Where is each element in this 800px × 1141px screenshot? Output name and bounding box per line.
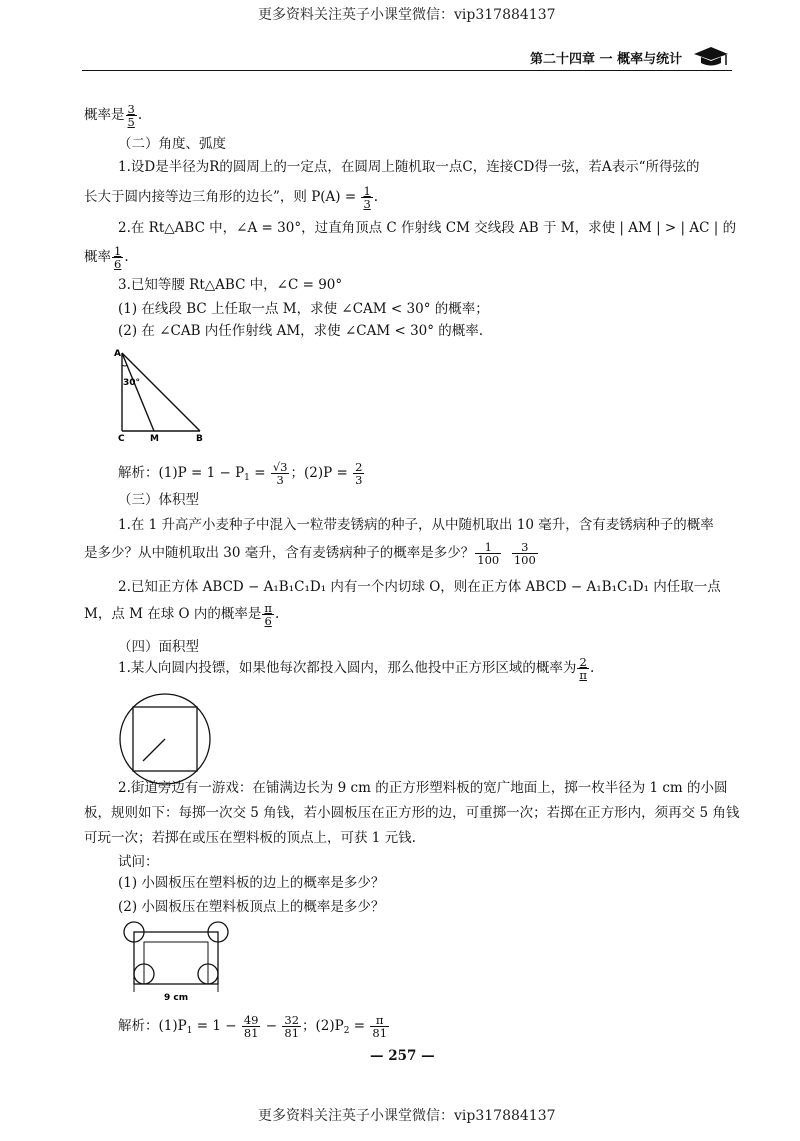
prev-answer: 概率是 $\frac{3}{5}$ . bbox=[84, 102, 143, 129]
vertex-label-b: B bbox=[196, 434, 203, 444]
triangle-figure bbox=[110, 345, 210, 445]
sec2-q1-line2: 长大于圆内接等边三角形的边长”，则 P(A) = $\frac{1}{3}$ . bbox=[84, 184, 379, 211]
watermark-top: 更多资料关注英子小课堂微信：vip317884137 bbox=[258, 7, 556, 23]
sec4-solution: 解析：$(1)P_1 = 1$ − $\frac{49}{81}$ − $\frac{32}{81}$ ；$(2)P_2$ = $\frac{\pi}{81}$ bbox=[118, 1013, 388, 1040]
sec3-q1-line2: 是多少？从中随机取出 30 毫升，含有麦锈病种子的概率是多少？ $\frac{1}{100}$ $\frac{3}{100}$ bbox=[84, 540, 536, 567]
sec2-solution: 解析：$(1)P = 1 - P_1$ = $\frac{√3}{3}$ ；(2)P = $\frac{2}{3}$ bbox=[118, 460, 363, 487]
graduation-cap-icon bbox=[692, 44, 730, 68]
header-separator: 一 bbox=[599, 52, 613, 67]
vertex-label-c: C bbox=[118, 434, 125, 444]
sec2-q3: 3.已知等腰 Rt△ABC 中，∠C = 90° bbox=[118, 277, 343, 293]
sec3-q2-line1: 2.已知正方体 ABCD − A₁B₁C₁D₁ 内有一个内切球 O，则在正方体 ABCD − A₁B₁C₁D₁ 内任取一点 bbox=[118, 579, 721, 595]
section-title-volume: （三）体积型 bbox=[118, 492, 199, 508]
sec4-q2-line1: 2.街道旁边有一游戏：在铺满边长为 9 cm 的正方形塑料板的宽广地面上，掷一枚半径为 1 cm 的小圆 bbox=[118, 780, 728, 796]
chapter-label: 第二十四章 bbox=[530, 52, 596, 67]
sec4-ask-part2: (2) 小圆板压在塑料板顶点上的概率是多少？ bbox=[118, 899, 385, 915]
section-label: 概率与统计 bbox=[617, 52, 683, 67]
circle-square-figure bbox=[116, 690, 216, 790]
sec2-q1-line1: 1.设D是半径为R的圆周上的一定点，在圆周上随机取一点C，连接CD得一弦，若A表示“所得弦的 bbox=[118, 159, 700, 175]
vertex-label-a: A bbox=[114, 349, 121, 359]
point-label-m: M bbox=[150, 434, 159, 444]
sec4-ask-part1: (1) 小圆板压在塑料板的边上的概率是多少？ bbox=[118, 875, 385, 891]
sec3-q2-line2: M，点 M 在球 O 内的概率是 $\frac{\pi}{6}$ . bbox=[84, 601, 280, 628]
square-board-figure bbox=[118, 918, 238, 1008]
sec2-q2-line2: 概率 $\frac{1}{6}$ . bbox=[84, 244, 129, 271]
section-title-angle: （二）角度、弧度 bbox=[118, 136, 226, 152]
sec2-q3-part2: (2) 在 ∠CAB 内任作射线 AM，求使 ∠CAM < 30° 的概率. bbox=[118, 323, 484, 339]
running-header bbox=[530, 48, 682, 67]
header-rule bbox=[82, 70, 732, 71]
sec3-q1-line1: 1.在 1 升高产小麦种子中混入一粒带麦锈病的种子，从中随机取出 10 毫升，含有麦锈病种子的概率 bbox=[118, 517, 714, 533]
dimension-label: 9 cm bbox=[164, 993, 189, 1003]
sec4-q1: 1.某人向圆内投镖，如果他每次都投入圆内，那么他投中正方形区域的概率为 $\frac{2}{\pi}$ . bbox=[118, 655, 595, 682]
page-number: — 257 — bbox=[370, 1048, 435, 1064]
sec4-ask: 试问： bbox=[118, 854, 159, 870]
angle-label: 30° bbox=[123, 378, 141, 388]
sec4-q2-line2: 板，规则如下：每掷一次交 5 角钱，若小圆板压在正方形的边，可重掷一次；若掷在正方形内，须再交 5 角钱 bbox=[84, 805, 740, 821]
watermark-bottom: 更多资料关注英子小课堂微信：vip317884137 bbox=[258, 1108, 556, 1124]
sec2-q2-line1: 2.在 Rt△ABC 中，∠A = 30°，过直角顶点 C 作射线 CM 交线段 AB 于 M，求使 | AM | > | AC | 的 bbox=[118, 220, 737, 236]
sec4-q2-line3: 可玩一次；若掷在或压在塑料板的顶点上，可获 1 元钱. bbox=[84, 830, 416, 846]
section-title-area: （四）面积型 bbox=[118, 639, 199, 655]
sec2-q3-part1: (1) 在线段 BC 上任取一点 M，求使 ∠CAM < 30° 的概率； bbox=[118, 301, 489, 317]
